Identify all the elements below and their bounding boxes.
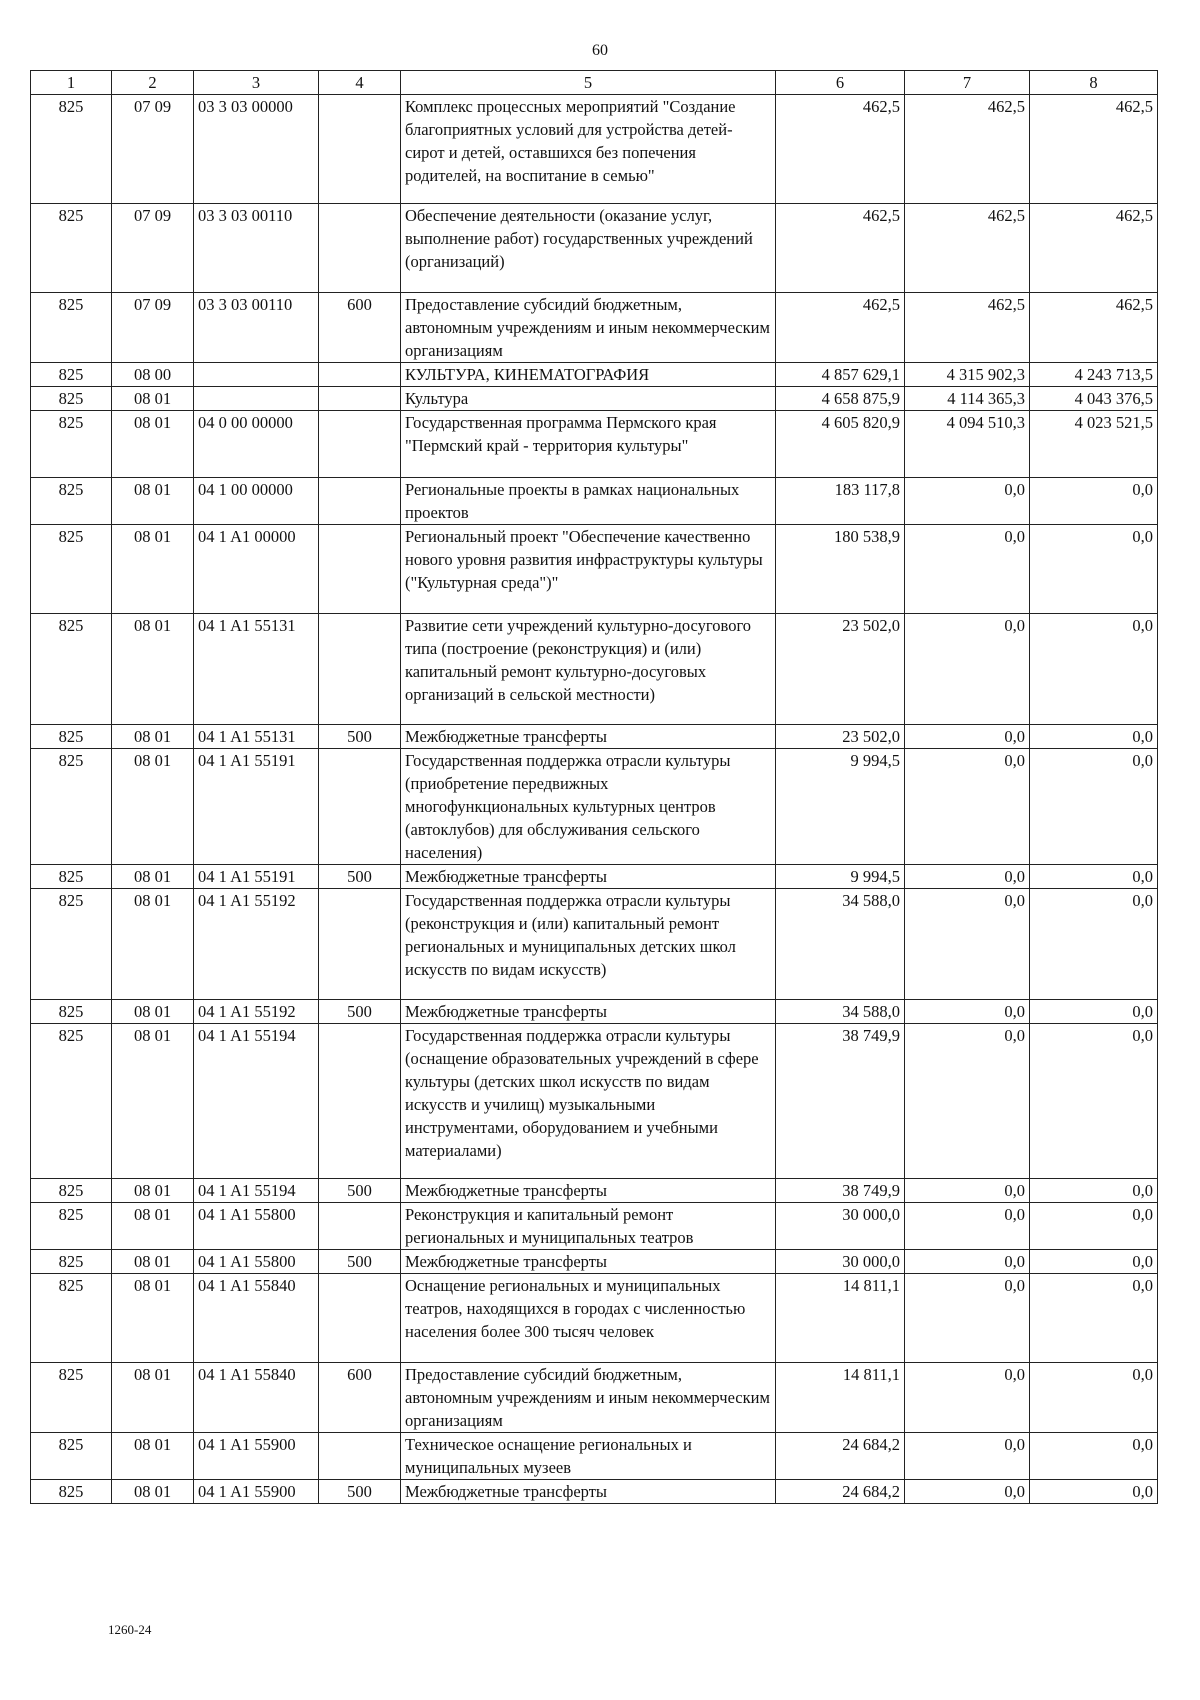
cell-description: Межбюджетные трансферты xyxy=(401,1250,776,1274)
cell-target-article: 04 0 00 00000 xyxy=(194,411,319,478)
cell-section-code: 08 01 xyxy=(112,889,194,1000)
table-row xyxy=(31,1274,1158,1363)
table-row xyxy=(31,725,1158,749)
column-header: 6 xyxy=(776,71,905,95)
cell-admin-code: 825 xyxy=(31,865,112,889)
cell-target-article: 04 1 A1 55194 xyxy=(194,1024,319,1179)
cell-section-code: 07 09 xyxy=(112,293,194,363)
cell-admin-code: 825 xyxy=(31,478,112,525)
cell-description: Реконструкция и капитальный ремонт региональных и муниципальных театров xyxy=(401,1203,776,1250)
cell-amount-year-1: 14 811,1 xyxy=(776,1363,905,1433)
cell-description: Обеспечение деятельности (оказание услуг, выполнение работ) государственных учреждений (организаций) xyxy=(401,204,776,293)
cell-admin-code: 825 xyxy=(31,1250,112,1274)
cell-amount-year-3: 462,5 xyxy=(1030,95,1158,204)
cell-admin-code: 825 xyxy=(31,387,112,411)
cell-admin-code: 825 xyxy=(31,95,112,204)
cell-admin-code: 825 xyxy=(31,749,112,865)
cell-amount-year-2: 0,0 xyxy=(905,1480,1030,1504)
cell-amount-year-3: 0,0 xyxy=(1030,1203,1158,1250)
cell-expense-type: 500 xyxy=(319,725,401,749)
cell-target-article: 04 1 A1 55131 xyxy=(194,614,319,725)
cell-description: Техническое оснащение региональных и муниципальных музеев xyxy=(401,1433,776,1480)
table-body xyxy=(31,95,1158,1504)
cell-amount-year-2: 0,0 xyxy=(905,1250,1030,1274)
cell-admin-code: 825 xyxy=(31,614,112,725)
cell-amount-year-2: 4 094 510,3 xyxy=(905,411,1030,478)
cell-amount-year-2: 4 315 902,3 xyxy=(905,363,1030,387)
cell-section-code: 08 01 xyxy=(112,749,194,865)
cell-description: Развитие сети учреждений культурно-досугового типа (построение (реконструкция) и (или) капитальный ремонт культурно-досуговых организаций в сельской местности) xyxy=(401,614,776,725)
cell-expense-type xyxy=(319,363,401,387)
cell-amount-year-1: 23 502,0 xyxy=(776,614,905,725)
cell-amount-year-3: 0,0 xyxy=(1030,725,1158,749)
cell-section-code: 08 00 xyxy=(112,363,194,387)
page-number: 60 xyxy=(592,42,608,59)
cell-amount-year-1: 180 538,9 xyxy=(776,525,905,614)
cell-admin-code: 825 xyxy=(31,1480,112,1504)
cell-description: Межбюджетные трансферты xyxy=(401,725,776,749)
cell-expense-type xyxy=(319,204,401,293)
table-row xyxy=(31,889,1158,1000)
cell-amount-year-3: 0,0 xyxy=(1030,749,1158,865)
cell-amount-year-3: 0,0 xyxy=(1030,1480,1158,1504)
cell-amount-year-1: 24 684,2 xyxy=(776,1480,905,1504)
cell-description: Государственная поддержка отрасли культуры (приобретение передвижных многофункциональных культурных центров (автоклубов) для обслуживания сельского населения) xyxy=(401,749,776,865)
cell-section-code: 08 01 xyxy=(112,1480,194,1504)
cell-section-code: 08 01 xyxy=(112,1433,194,1480)
cell-description: Региональные проекты в рамках национальных проектов xyxy=(401,478,776,525)
column-header: 3 xyxy=(194,71,319,95)
cell-amount-year-3: 4 043 376,5 xyxy=(1030,387,1158,411)
cell-admin-code: 825 xyxy=(31,363,112,387)
cell-expense-type: 500 xyxy=(319,865,401,889)
cell-admin-code: 825 xyxy=(31,204,112,293)
table-row xyxy=(31,1203,1158,1250)
cell-amount-year-1: 462,5 xyxy=(776,95,905,204)
cell-admin-code: 825 xyxy=(31,1000,112,1024)
cell-section-code: 08 01 xyxy=(112,411,194,478)
cell-description: Оснащение региональных и муниципальных театров, находящихся в городах с численностью населения более 300 тысяч человек xyxy=(401,1274,776,1363)
cell-expense-type xyxy=(319,1274,401,1363)
table-row xyxy=(31,525,1158,614)
table-row xyxy=(31,204,1158,293)
cell-section-code: 08 01 xyxy=(112,1000,194,1024)
cell-amount-year-2: 462,5 xyxy=(905,293,1030,363)
cell-expense-type: 500 xyxy=(319,1000,401,1024)
cell-amount-year-2: 0,0 xyxy=(905,889,1030,1000)
table-row xyxy=(31,363,1158,387)
cell-amount-year-1: 9 994,5 xyxy=(776,749,905,865)
cell-target-article: 03 3 03 00110 xyxy=(194,293,319,363)
cell-description: Межбюджетные трансферты xyxy=(401,1000,776,1024)
cell-admin-code: 825 xyxy=(31,1433,112,1480)
cell-description: Комплекс процессных мероприятий "Создание благоприятных условий для устройства детей-сирот и детей, оставшихся без попечения родителей, на воспитание в семью" xyxy=(401,95,776,204)
cell-section-code: 08 01 xyxy=(112,525,194,614)
cell-expense-type xyxy=(319,889,401,1000)
cell-amount-year-3: 4 243 713,5 xyxy=(1030,363,1158,387)
table-row xyxy=(31,293,1158,363)
cell-admin-code: 825 xyxy=(31,1363,112,1433)
column-header: 2 xyxy=(112,71,194,95)
cell-amount-year-2: 0,0 xyxy=(905,478,1030,525)
table-row xyxy=(31,95,1158,204)
cell-amount-year-1: 4 857 629,1 xyxy=(776,363,905,387)
cell-amount-year-2: 0,0 xyxy=(905,1274,1030,1363)
table-row xyxy=(31,614,1158,725)
cell-section-code: 08 01 xyxy=(112,1203,194,1250)
table-row xyxy=(31,1024,1158,1179)
cell-amount-year-1: 462,5 xyxy=(776,204,905,293)
cell-amount-year-1: 23 502,0 xyxy=(776,725,905,749)
cell-expense-type xyxy=(319,95,401,204)
cell-description: КУЛЬТУРА, КИНЕМАТОГРАФИЯ xyxy=(401,363,776,387)
cell-amount-year-2: 0,0 xyxy=(905,1363,1030,1433)
cell-expense-type: 600 xyxy=(319,1363,401,1433)
cell-amount-year-1: 34 588,0 xyxy=(776,1000,905,1024)
cell-target-article xyxy=(194,363,319,387)
budget-table xyxy=(30,70,1158,1504)
cell-amount-year-3: 0,0 xyxy=(1030,1024,1158,1179)
cell-expense-type: 500 xyxy=(319,1179,401,1203)
cell-target-article: 03 3 03 00110 xyxy=(194,204,319,293)
cell-amount-year-2: 0,0 xyxy=(905,614,1030,725)
cell-description: Предоставление субсидий бюджетным, автономным учреждениям и иным некоммерческим организациям xyxy=(401,293,776,363)
cell-description: Государственная поддержка отрасли культуры (оснащение образовательных учреждений в сфере культуры (детских школ искусств по видам искусств и училищ) музыкальными инструментами, оборудованием и учебными материалами) xyxy=(401,1024,776,1179)
cell-section-code: 08 01 xyxy=(112,478,194,525)
cell-amount-year-3: 0,0 xyxy=(1030,525,1158,614)
cell-target-article: 04 1 A1 00000 xyxy=(194,525,319,614)
column-number-row xyxy=(31,71,1158,95)
cell-amount-year-2: 462,5 xyxy=(905,204,1030,293)
cell-amount-year-1: 462,5 xyxy=(776,293,905,363)
cell-description: Межбюджетные трансферты xyxy=(401,1480,776,1504)
column-header: 7 xyxy=(905,71,1030,95)
table-row xyxy=(31,1433,1158,1480)
cell-target-article: 04 1 A1 55192 xyxy=(194,1000,319,1024)
cell-amount-year-1: 14 811,1 xyxy=(776,1274,905,1363)
cell-description: Государственная программа Пермского края "Пермский край - территория культуры" xyxy=(401,411,776,478)
cell-amount-year-1: 30 000,0 xyxy=(776,1250,905,1274)
cell-target-article: 04 1 A1 55800 xyxy=(194,1250,319,1274)
cell-section-code: 08 01 xyxy=(112,865,194,889)
cell-expense-type: 500 xyxy=(319,1250,401,1274)
cell-admin-code: 825 xyxy=(31,1274,112,1363)
cell-target-article: 04 1 A1 55840 xyxy=(194,1274,319,1363)
table-row xyxy=(31,1250,1158,1274)
column-header: 4 xyxy=(319,71,401,95)
cell-amount-year-2: 4 114 365,3 xyxy=(905,387,1030,411)
cell-amount-year-1: 183 117,8 xyxy=(776,478,905,525)
cell-target-article: 04 1 A1 55191 xyxy=(194,865,319,889)
cell-amount-year-1: 4 658 875,9 xyxy=(776,387,905,411)
cell-amount-year-1: 4 605 820,9 xyxy=(776,411,905,478)
cell-amount-year-3: 0,0 xyxy=(1030,865,1158,889)
cell-target-article: 04 1 A1 55840 xyxy=(194,1363,319,1433)
cell-admin-code: 825 xyxy=(31,889,112,1000)
cell-target-article xyxy=(194,387,319,411)
cell-description: Межбюджетные трансферты xyxy=(401,1179,776,1203)
table-row xyxy=(31,411,1158,478)
cell-section-code: 08 01 xyxy=(112,387,194,411)
table-row xyxy=(31,1179,1158,1203)
cell-admin-code: 825 xyxy=(31,411,112,478)
column-header: 1 xyxy=(31,71,112,95)
cell-amount-year-2: 0,0 xyxy=(905,749,1030,865)
cell-amount-year-3: 0,0 xyxy=(1030,1000,1158,1024)
cell-expense-type xyxy=(319,749,401,865)
cell-description: Предоставление субсидий бюджетным, автономным учреждениям и иным некоммерческим организациям xyxy=(401,1363,776,1433)
cell-admin-code: 825 xyxy=(31,1024,112,1179)
cell-amount-year-2: 0,0 xyxy=(905,865,1030,889)
cell-section-code: 08 01 xyxy=(112,1274,194,1363)
cell-target-article: 03 3 03 00000 xyxy=(194,95,319,204)
cell-description: Региональный проект "Обеспечение качественно нового уровня развития инфраструктуры культуры ("Культурная среда")" xyxy=(401,525,776,614)
cell-admin-code: 825 xyxy=(31,293,112,363)
cell-section-code: 07 09 xyxy=(112,204,194,293)
table-row xyxy=(31,387,1158,411)
cell-amount-year-2: 462,5 xyxy=(905,95,1030,204)
cell-amount-year-3: 0,0 xyxy=(1030,889,1158,1000)
cell-admin-code: 825 xyxy=(31,1179,112,1203)
cell-amount-year-3: 0,0 xyxy=(1030,1179,1158,1203)
table-row xyxy=(31,749,1158,865)
column-header: 5 xyxy=(401,71,776,95)
table-header xyxy=(31,71,1158,95)
cell-amount-year-1: 30 000,0 xyxy=(776,1203,905,1250)
cell-amount-year-2: 0,0 xyxy=(905,1433,1030,1480)
cell-admin-code: 825 xyxy=(31,725,112,749)
table-row xyxy=(31,478,1158,525)
cell-amount-year-1: 24 684,2 xyxy=(776,1433,905,1480)
cell-expense-type xyxy=(319,387,401,411)
cell-admin-code: 825 xyxy=(31,525,112,614)
cell-expense-type xyxy=(319,614,401,725)
cell-amount-year-1: 38 749,9 xyxy=(776,1179,905,1203)
cell-target-article: 04 1 A1 55192 xyxy=(194,889,319,1000)
cell-amount-year-3: 462,5 xyxy=(1030,204,1158,293)
cell-amount-year-1: 38 749,9 xyxy=(776,1024,905,1179)
cell-section-code: 08 01 xyxy=(112,614,194,725)
cell-section-code: 07 09 xyxy=(112,95,194,204)
cell-amount-year-3: 0,0 xyxy=(1030,614,1158,725)
cell-amount-year-3: 462,5 xyxy=(1030,293,1158,363)
cell-section-code: 08 01 xyxy=(112,1179,194,1203)
cell-expense-type xyxy=(319,1024,401,1179)
cell-amount-year-3: 0,0 xyxy=(1030,1274,1158,1363)
cell-expense-type: 600 xyxy=(319,293,401,363)
table-row xyxy=(31,865,1158,889)
cell-expense-type xyxy=(319,1433,401,1480)
cell-target-article: 04 1 A1 55900 xyxy=(194,1480,319,1504)
table-row xyxy=(31,1363,1158,1433)
cell-amount-year-1: 34 588,0 xyxy=(776,889,905,1000)
cell-amount-year-3: 0,0 xyxy=(1030,1250,1158,1274)
footer-code: 1260-24 xyxy=(108,1622,152,1637)
cell-target-article: 04 1 00 00000 xyxy=(194,478,319,525)
table-row xyxy=(31,1480,1158,1504)
cell-description: Культура xyxy=(401,387,776,411)
cell-description: Государственная поддержка отрасли культуры (реконструкция и (или) капитальный ремонт региональных и муниципальных детских школ искусств по видам искусств) xyxy=(401,889,776,1000)
cell-expense-type xyxy=(319,411,401,478)
cell-amount-year-2: 0,0 xyxy=(905,525,1030,614)
cell-expense-type: 500 xyxy=(319,1480,401,1504)
cell-amount-year-2: 0,0 xyxy=(905,1024,1030,1179)
cell-amount-year-2: 0,0 xyxy=(905,1179,1030,1203)
cell-amount-year-2: 0,0 xyxy=(905,1203,1030,1250)
cell-amount-year-2: 0,0 xyxy=(905,725,1030,749)
cell-admin-code: 825 xyxy=(31,1203,112,1250)
cell-amount-year-1: 9 994,5 xyxy=(776,865,905,889)
cell-amount-year-3: 0,0 xyxy=(1030,1363,1158,1433)
column-header: 8 xyxy=(1030,71,1158,95)
cell-target-article: 04 1 A1 55191 xyxy=(194,749,319,865)
cell-section-code: 08 01 xyxy=(112,1024,194,1179)
cell-expense-type xyxy=(319,525,401,614)
cell-expense-type xyxy=(319,478,401,525)
cell-section-code: 08 01 xyxy=(112,1363,194,1433)
cell-section-code: 08 01 xyxy=(112,725,194,749)
cell-expense-type xyxy=(319,1203,401,1250)
cell-amount-year-3: 0,0 xyxy=(1030,1433,1158,1480)
cell-target-article: 04 1 A1 55131 xyxy=(194,725,319,749)
cell-amount-year-2: 0,0 xyxy=(905,1000,1030,1024)
cell-description: Межбюджетные трансферты xyxy=(401,865,776,889)
cell-amount-year-3: 0,0 xyxy=(1030,478,1158,525)
table-row xyxy=(31,1000,1158,1024)
cell-section-code: 08 01 xyxy=(112,1250,194,1274)
cell-target-article: 04 1 A1 55800 xyxy=(194,1203,319,1250)
cell-target-article: 04 1 A1 55194 xyxy=(194,1179,319,1203)
cell-amount-year-3: 4 023 521,5 xyxy=(1030,411,1158,478)
cell-target-article: 04 1 A1 55900 xyxy=(194,1433,319,1480)
